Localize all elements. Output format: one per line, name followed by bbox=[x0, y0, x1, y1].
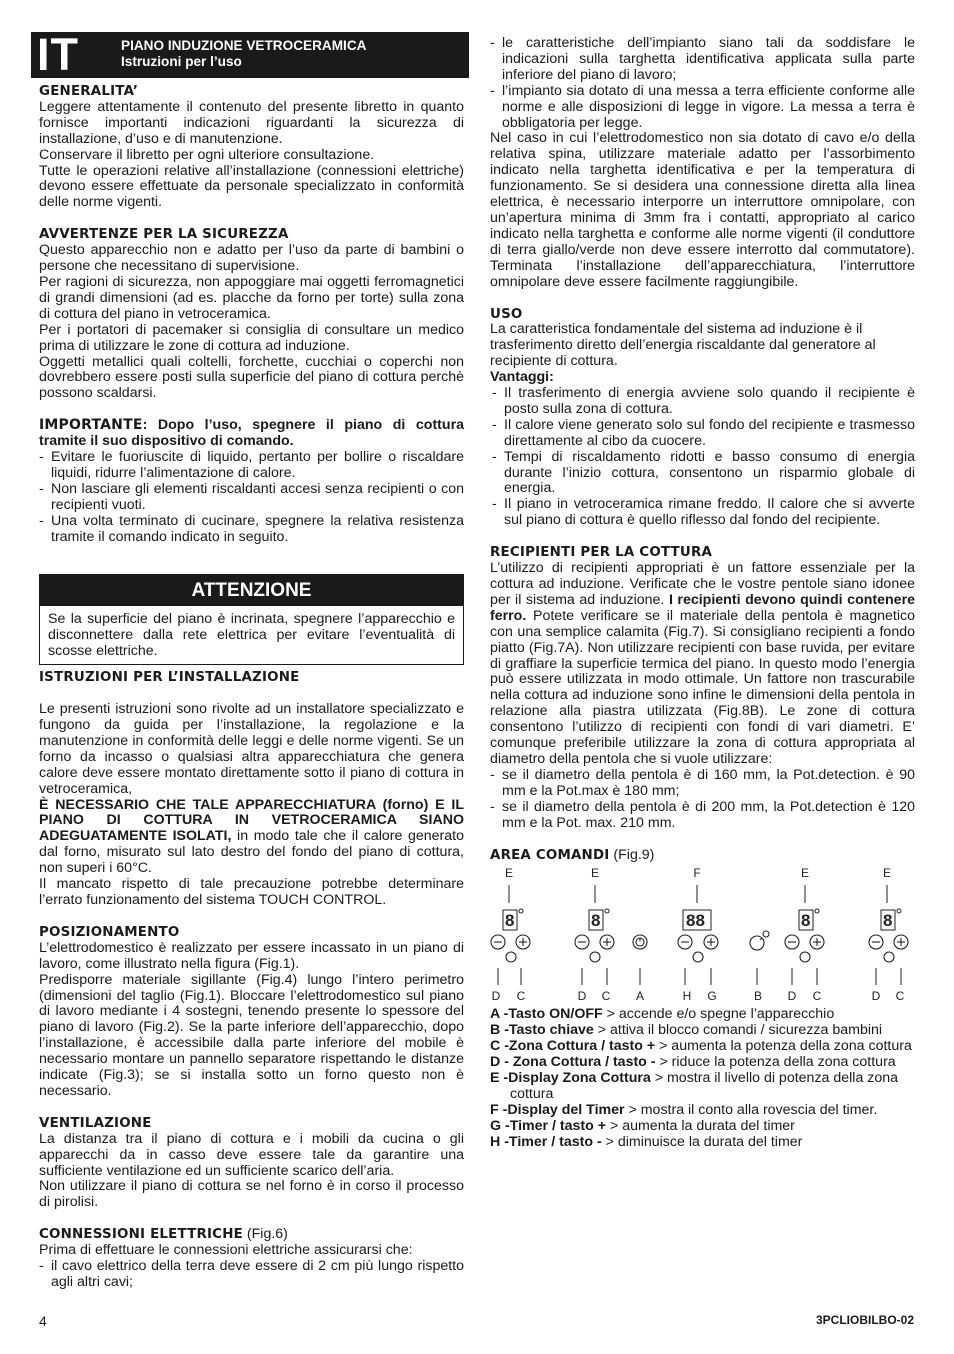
section-title-area-comandi: AREA COMANDI (Fig.9) bbox=[490, 846, 655, 863]
list-item: - Non lasciare gli elementi riscaldanti accesi senza recipienti o con recipienti vuoti. bbox=[39, 480, 464, 513]
paragraph: La caratteristica fondamentale del sistema ad induzione è il trasferimento diretto dell’energia riscaldante dal generatore al recipiente di cottura. bbox=[490, 321, 876, 370]
key-icon bbox=[750, 931, 769, 950]
section-title-uso: USO bbox=[490, 306, 523, 322]
section-title-posizionamento: POSIZIONAMENTO bbox=[39, 924, 180, 940]
label-e: E bbox=[800, 866, 810, 881]
label-e: E bbox=[590, 866, 600, 881]
list-item: - Evitare le fuoriuscite di liquido, pertanto per bollire o riscaldare liquidi, ridurre l’alimentazione di calore. bbox=[39, 449, 464, 481]
legend-item: G -Timer / tasto + > aumenta la durata del timer bbox=[490, 1117, 795, 1134]
document-code: 3PCLIOBILBO-02 bbox=[815, 1313, 914, 1327]
list-item: - se il diametro della pentola è di 160 mm, la Pot.detection. è 90 mm e la Pot.max è 180 mm; bbox=[490, 766, 915, 799]
section-title-recipienti: RECIPIENTI PER LA COTTURA bbox=[490, 545, 713, 561]
document-subtitle: Istruzioni per l’uso bbox=[121, 54, 242, 69]
paragraph: Tutte le operazioni relative all’installazione (connessioni elettriche) devono essere effettuate da personale specializzato in conformità delle norme vigenti. bbox=[39, 162, 464, 211]
power-icon bbox=[633, 935, 647, 949]
controls-legend bbox=[490, 1007, 915, 1150]
label-d: D bbox=[577, 989, 587, 1004]
label-c: C bbox=[601, 989, 611, 1004]
legend-item: H -Timer / tasto - > diminuisce la durata del timer bbox=[490, 1133, 803, 1150]
list-item: - Una volta terminato di cucinare, spegnere la relativa resistenza tramite il comando indicato in seguito. bbox=[39, 512, 464, 545]
list-item: - il cavo elettrico della terra deve essere di 2 cm più lungo rispetto agli altri cavi; bbox=[39, 1258, 464, 1290]
minus-icon bbox=[785, 935, 799, 949]
list-item: - Il calore viene generato solo sul fondo del recipiente e trasmesso direttamente al cibo da cuocere. bbox=[492, 416, 915, 449]
legend-item: B -Tasto chiave > attiva il blocco comandi / sicurezza bambini bbox=[490, 1022, 883, 1039]
paragraph: La distanza tra il piano di cottura e i mobili da cucina o gli apparecchi da in casso deve essere tale da garantire una sufficiente ventilazione ed un sufficiente scarico dell’aria. bbox=[39, 1130, 464, 1179]
legend-item: C -Zona Cottura / tasto + > aumenta la potenza della zona cottura bbox=[490, 1038, 912, 1055]
paragraph: Questo apparecchio non e adatto per l’uso da parte di bambini o persone che necessitano di supervisione. bbox=[39, 242, 464, 275]
right-column bbox=[490, 36, 915, 1151]
language-code: IT bbox=[37, 29, 79, 80]
paragraph: Nel caso in cui l’elettrodomestico non sia dotato di cavo e/o della relativa spina, utilizzare materiale adatto per l’assorbimento indicato nella targhetta identificativa e per la temperatura di funzionamento. Se si desidera una connessione diretta alla linea elettrica, è necessario interporre un interruttore omnipolare, con un’apertura minima di 3mm fra i contatti, appropriato al carico indicato nella targhetta e conforme alle norme vigenti (il conduttore di terra giallo/verde non deve essere interrotto dal commutatore). Terminata l’installazione dell’apparecchiatura, l’interruttore omnipolare deve essere facilmente raggiungibile. bbox=[490, 130, 915, 290]
section-title-generalita: GENERALITA’ bbox=[39, 84, 139, 99]
attenzione-box bbox=[39, 574, 464, 665]
zone-display-digit: 8 bbox=[505, 911, 515, 931]
label-c: C bbox=[895, 989, 905, 1004]
label-h: H bbox=[682, 989, 692, 1004]
plus-icon bbox=[810, 935, 824, 949]
legend-item: F -Display del Timer > mostra il conto alla rovescia del timer. bbox=[490, 1101, 878, 1118]
importante-note: IMPORTANTE: Dopo l’uso, spegnere il piano di cottura tramite il suo dispositivo di comando. bbox=[39, 417, 464, 450]
attenzione-title: ATTENZIONE bbox=[40, 575, 463, 606]
label-c: C bbox=[516, 989, 526, 1004]
control-panel-diagram bbox=[490, 863, 915, 1003]
section-title-installazione: ISTRUZIONI PER L’INSTALLAZIONE bbox=[39, 670, 300, 686]
label-g: G bbox=[707, 989, 717, 1004]
label-e: E bbox=[504, 866, 514, 881]
minus-icon bbox=[491, 935, 505, 949]
vantaggi-label: Vantaggi: bbox=[490, 369, 554, 386]
left-column bbox=[39, 30, 464, 1291]
minus-icon bbox=[678, 935, 692, 949]
document-title: PIANO INDUZIONE VETROCERAMICA bbox=[121, 38, 367, 53]
legend-item: E -Display Zona Cottura > mostra il livello di potenza della zona cottura bbox=[490, 1070, 899, 1102]
paragraph: È NECESSARIO CHE TALE APPARECCHIATURA (forno) E IL PIANO DI COTTURA IN VETROCERAMICA SIANO ADEGUATAMENTE ISOLATI, in modo tale che il calore generato dal forno, misurato sul lato destro del fondo del piano di cottura, non superi i 60°C. bbox=[39, 796, 465, 877]
paragraph: Prima di effettuare le connessioni elettriche assicurarsi che: bbox=[39, 1242, 413, 1259]
paragraph: Le presenti istruzioni sono rivolte ad un installatore specializzato e fungono da guida per l’installazione, la regolazione e la manutenzione in conformità delle leggi e delle norme vigenti. Se un forno da incasso o qualsiasi altra apparecchiatura che genera calore deve essere montato direttamente sotto il piano di cottura in vetroceramica, bbox=[39, 701, 464, 797]
section-title-avvertenze: AVVERTENZE PER LA SICUREZZA bbox=[39, 227, 289, 243]
paragraph: Oggetti metallici quali coltelli, forchette, cucchiai o coperchi non dovrebbero essere posti sulla superficie del piano di cottura perchè possono scaldarsi. bbox=[39, 353, 464, 402]
paragraph: L’elettrodomestico è realizzato per essere incassato in un piano di lavoro, come illustrato nella figura (Fig.1). bbox=[39, 939, 464, 972]
list-item: - se il diametro della pentola è di 200 mm, la Pot.detection è 120 mm e la Pot. max. 210 mm. bbox=[490, 798, 915, 831]
label-f: F bbox=[693, 866, 701, 881]
label-e: E bbox=[882, 866, 892, 881]
paragraph: Non utilizzare il piano di cottura se nel forno è in corso il processo di pirolisi. bbox=[39, 1178, 464, 1211]
label-d: D bbox=[871, 989, 881, 1004]
minus-icon bbox=[575, 935, 589, 949]
label-c: C bbox=[812, 989, 822, 1004]
paragraph: L’utilizzo di recipienti appropriati è un fattore essenziale per la cottura ad induzione. Verificate che le vostre pentole siano idonee per il sistema ad induzione. I recipienti devono quindi contenere ferro. Potete verificare se il materiale della pentola è magnetico con una semplice calamita (Fig.7). Si consigliano recipienti a fondo piatto (Fig.7A). Non utilizzare recipienti con base ruvida, per evitare di graffiare la superficie termica del piano. In questo modo l’energia può essere utilizzata in modo ottimale. Un fattore non trascurabile nella cottura ad induzione sono infine le dimensioni della pentola in relazione alla piastra utilizzata (Fig.8B). Le zone di cottura consentono l’utilizzo di recipienti con fondi di vari diametri. E’ comunque preferibile utilizzare la zona di cottura appropriata al diametro della pentola che si vuole utilizzare: bbox=[490, 560, 915, 767]
label-b: B bbox=[753, 989, 763, 1004]
legend-item: A -Tasto ON/OFF > accende e/o spegne l’apparecchio bbox=[490, 1006, 835, 1023]
label-d: D bbox=[491, 989, 501, 1004]
section-title-connessioni: CONNESSIONI ELETTRICHE (Fig.6) bbox=[39, 1226, 288, 1243]
attenzione-text: Se la superficie del piano è incrinata, spegnere l’apparecchio e disconnettere dalla rete elettrica per evitare l’eventualità di scosse elettriche. bbox=[48, 611, 455, 660]
plus-icon bbox=[704, 935, 718, 949]
timer-display-digits: 88 bbox=[686, 911, 705, 931]
section-title-ventilazione: VENTILAZIONE bbox=[39, 1115, 152, 1131]
list-item: - Il trasferimento di energia avviene solo quando il recipiente è posto sulla zona di cottura. bbox=[492, 385, 915, 417]
plus-icon bbox=[894, 935, 908, 949]
minus-icon bbox=[869, 935, 883, 949]
label-a: A bbox=[635, 989, 645, 1004]
list-item: - Tempi di riscaldamento ridotti e basso consumo di energia durante l’inizio cottura, consentono un risparmio globale di energia. bbox=[492, 448, 915, 497]
zone-display-digit: 8 bbox=[883, 911, 893, 931]
label-d: D bbox=[787, 989, 797, 1004]
plus-icon bbox=[516, 935, 530, 949]
zone-display-digit: 8 bbox=[801, 911, 811, 931]
plus-icon bbox=[600, 935, 614, 949]
paragraph: Conservare il libretto per ogni ulteriore consultazione. bbox=[39, 146, 375, 163]
paragraph: Il mancato rispetto di tale precauzione potrebbe determinare l’errato funzionamento del sistema TOUCH CONTROL. bbox=[39, 876, 464, 908]
zone-display-digit: 8 bbox=[591, 911, 601, 931]
paragraph: Per i portatori di pacemaker si consiglia di consultare un medico prima di utilizzare le zone di cottura ad induzione. bbox=[39, 321, 464, 354]
list-item: - Il piano in vetroceramica rimane freddo. Il calore che si avverte sul piano di cottura è quello riflesso dal fondo del recipiente. bbox=[492, 496, 915, 529]
paragraph: Per ragioni di sicurezza, non appoggiare mai oggetti ferromagnetici di grandi dimensioni (ad es. placche da forno per torte) sulla zona di cottura del piano in vetroceramica. bbox=[39, 273, 464, 322]
paragraph: Predisporre materiale sigillante (Fig.4) lungo l’intero perimetro (dimensioni del taglio (Fig.1). Bloccare l’elettrodomestico sul piano di lavoro mediante i 4 sostegni, tenendo presente lo spessore del piano di lavoro (Fig.2). Se la parte inferiore dell’apparecchio, dopo l’installazione, è accessibile dalla parte inferiore del mobile è necessario montare un pannello separatore rispettando le distanze indicate (Fig.3); se si installa sotto un forno questo non è necessario. bbox=[39, 971, 464, 1099]
page-number: 4 bbox=[39, 1313, 47, 1329]
list-item: - le caratteristiche dell’impianto siano tali da soddisfare le indicazioni sulla targhetta identificativa applicata sulla parte inferiore del piano di lavoro; bbox=[490, 35, 915, 83]
list-item: - l’impianto sia dotato di una messa a terra efficiente conforme alle norme e alle disposizioni di legge in vigore. La messa a terra è obbligatoria per legge. bbox=[490, 82, 915, 131]
legend-item: D - Zona Cottura / tasto - > riduce la potenza della zona cottura bbox=[490, 1054, 896, 1071]
paragraph: Leggere attentamente il contenuto del presente libretto in quanto fornisce importanti indicazioni riguardanti la sicurezza di installazione, d’uso e di manutenzione. bbox=[39, 98, 464, 147]
